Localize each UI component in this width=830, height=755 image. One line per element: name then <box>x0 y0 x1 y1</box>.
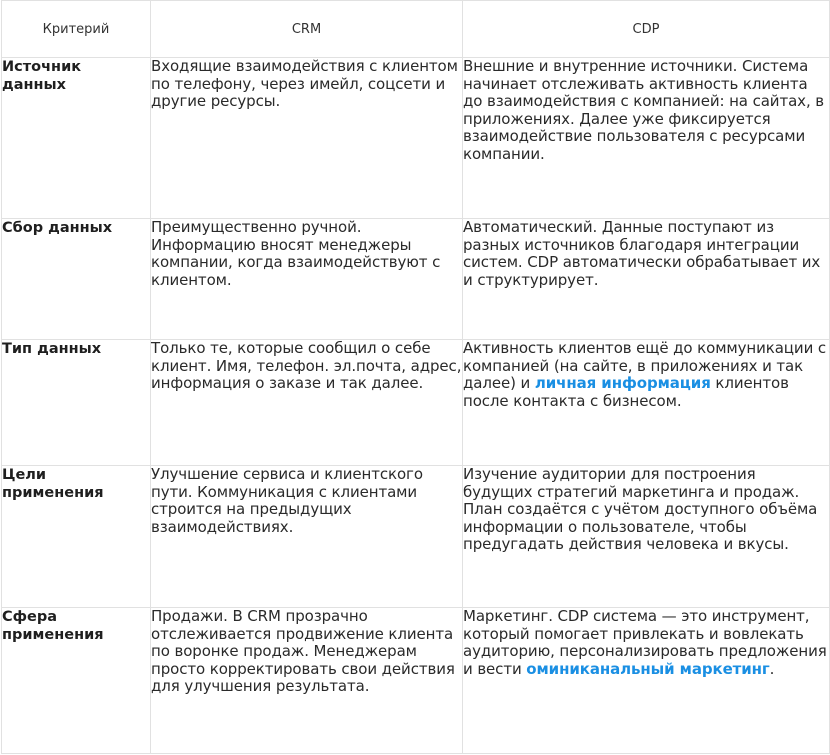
criterion-cell: Сбор данных <box>2 219 151 340</box>
header-criterion: Критерий <box>2 1 151 58</box>
crm-cell: Входящие взаимодействия с клиентом по телефону, через имейл, соцсети и другие ресурсы. <box>151 58 463 219</box>
table-row <box>2 340 830 466</box>
criterion-cell: Тип данных <box>2 340 151 466</box>
cdp-cell: Автоматический. Данные поступают из разных источников благодаря интеграции систем. CDP автоматически обрабатывает их и структурирует. <box>463 219 830 340</box>
personal-info-link[interactable]: личная информация <box>534 374 711 393</box>
cdp-cell: Изучение аудитории для построения будущих стратегий маркетинга и продаж. План создаётся с учётом доступного объёма информации о пользователе, чтобы предугадать действия человека и вкусы. <box>463 466 830 608</box>
table-row <box>2 219 830 340</box>
table-row <box>2 608 830 754</box>
crm-cell: Улучшение сервиса и клиентского пути. Коммуникация с клиентами строится на предыдущих взаимодействиях. <box>151 466 463 608</box>
criterion-cell: Источник данных <box>2 58 151 219</box>
criterion-cell: Сфера применения <box>2 608 151 754</box>
omnichannel-marketing-link[interactable]: оминиканальный маркетинг <box>526 659 770 678</box>
crm-cell: Преимущественно ручной. Информацию вносят менеджеры компании, когда взаимодействуют с клиентом. <box>151 219 463 340</box>
cdp-text-after: . <box>769 659 775 678</box>
crm-cell: Только те, которые сообщил о себе клиент. Имя, телефон. эл.почта, адрес, информация о заказе и так далее. <box>151 340 463 466</box>
criterion-cell: Цели применения <box>2 466 151 608</box>
cdp-cell: Внешние и внутренние источники. Система начинает отслеживать активность клиента до взаимодействия с компанией: на сайтах, в приложениях. Далее уже фиксируется взаимодействие пользователя с ресурсами компании. <box>463 58 830 219</box>
table-row <box>2 466 830 608</box>
cdp-cell <box>463 608 830 754</box>
cdp-text-before: Активность клиентов ещё до коммуникации с компанией (на сайте, в приложениях и так далее) и <box>463 339 827 393</box>
table-header-row <box>2 1 830 58</box>
cdp-cell <box>463 340 830 466</box>
crm-cell: Продажи. В CRM прозрачно отслеживается продвижение клиента по воронке продаж. Менеджерам просто корректировать свои действия для улучшения результата. <box>151 608 463 754</box>
cdp-text-before: Маркетинг. CDP система — это инструмент, который помогает привлекать и вовлекать аудиторию, персонализировать предложения и вести <box>463 607 827 678</box>
comparison-table <box>1 0 830 754</box>
header-crm: CRM <box>151 1 463 58</box>
table-row <box>2 58 830 219</box>
header-cdp: CDP <box>463 1 830 58</box>
cdp-text-after: клиентов после контакта с бизнесом. <box>463 374 789 410</box>
